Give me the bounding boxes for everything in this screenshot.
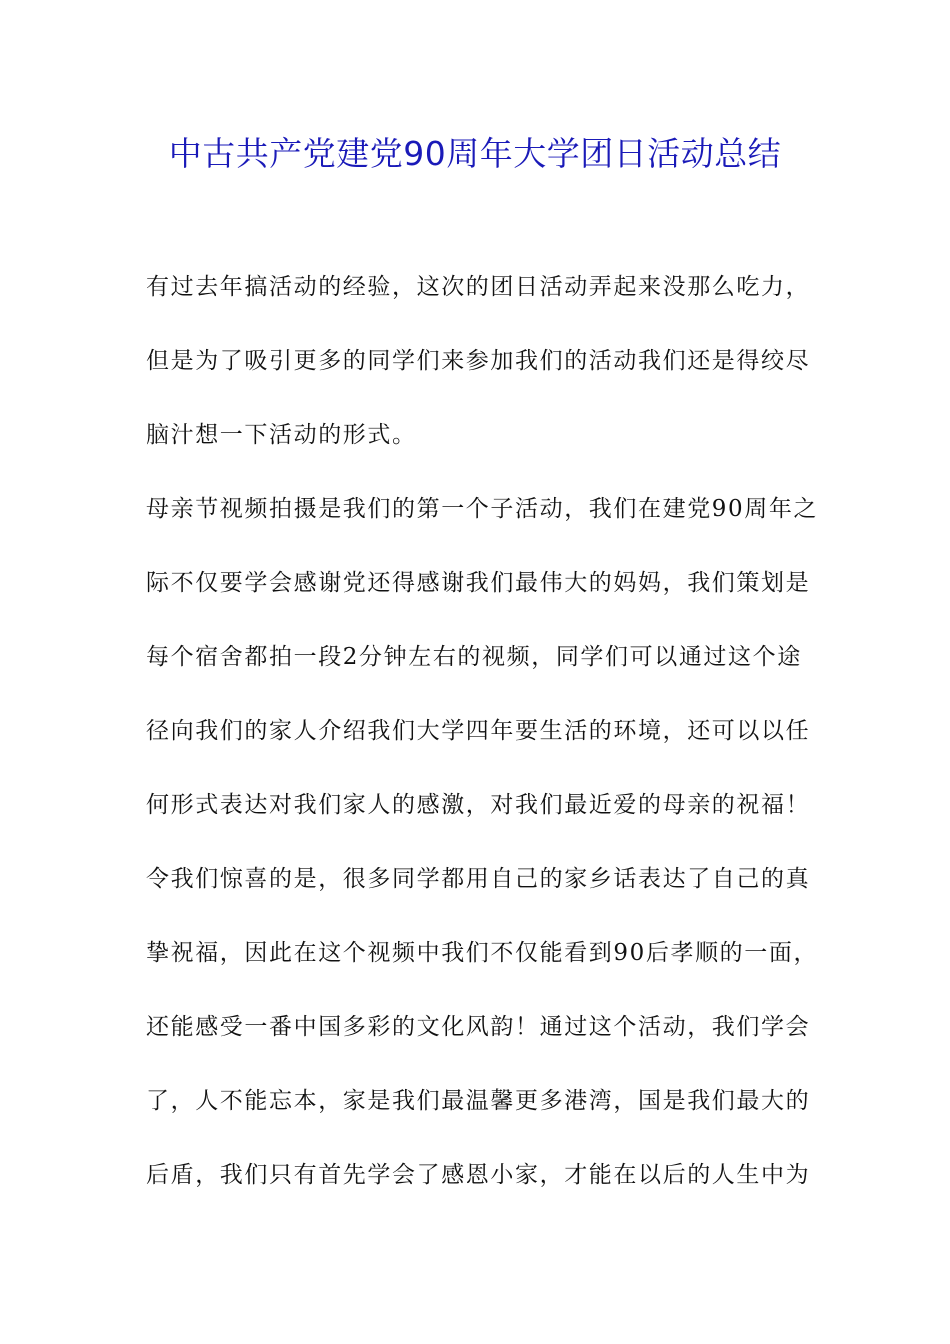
body-line-6: 每个宿舍都拍一段2分钟左右的视频，同学们可以通过这个途	[146, 644, 802, 670]
body-line-10: 挚祝福，因此在这个视频中我们不仅能看到90后孝顺的一面，	[146, 940, 819, 966]
body-line-1: 有过去年搞活动的经验，这次的团日活动弄起来没那么吃力，	[146, 274, 811, 300]
body-line-13: 后盾，我们只有首先学会了感恩小家，才能在以后的人生中为	[146, 1162, 811, 1188]
body-line-7: 径向我们的家人介绍我们大学四年要生活的环境，还可以以任	[146, 718, 811, 744]
body-line-4: 母亲节视频拍摄是我们的第一个子活动，我们在建党90周年之	[146, 496, 819, 522]
body-line-9: 令我们惊喜的是，很多同学都用自己的家乡话表达了自己的真	[146, 866, 811, 892]
document-title: 中古共产党建党90周年大学团日活动总结	[168, 134, 782, 173]
body-line-11: 还能感受一番中国多彩的文化风韵！通过这个活动，我们学会	[146, 1014, 811, 1040]
body-line-3: 脑汁想一下活动的形式。	[146, 422, 417, 448]
body-line-5: 际不仅要学会感谢党还得感谢我们最伟大的妈妈，我们策划是	[146, 570, 811, 596]
body-line-12: 了，人不能忘本，家是我们最温馨更多港湾，国是我们最大的	[146, 1088, 811, 1114]
body-line-2: 但是为了吸引更多的同学们来参加我们的活动我们还是得绞尽	[146, 348, 811, 374]
body-line-8: 何形式表达对我们家人的感激，对我们最近爱的母亲的祝福！	[146, 792, 811, 818]
